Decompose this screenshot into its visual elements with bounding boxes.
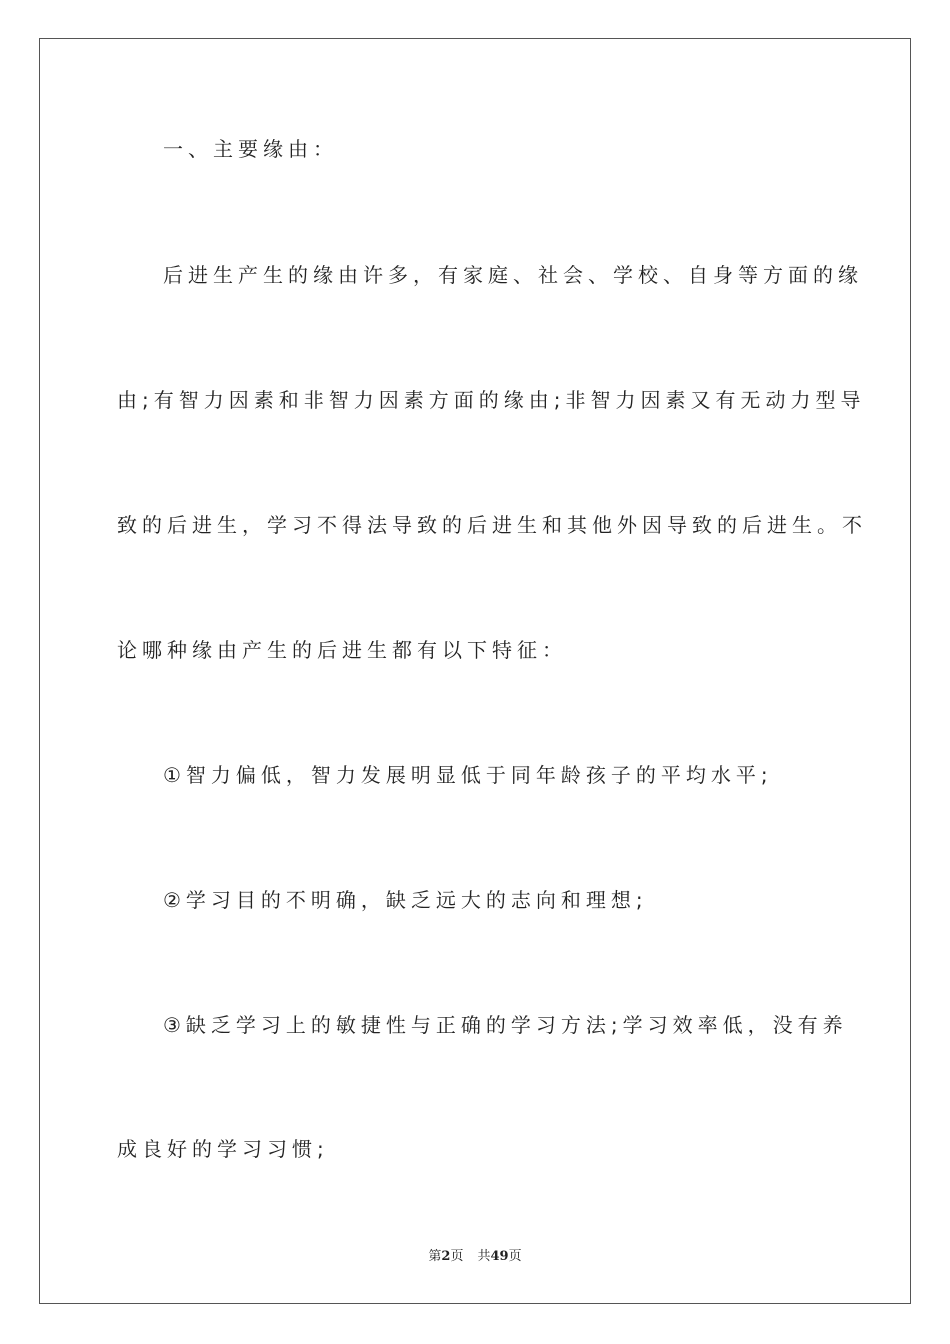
page-number: 2 <box>441 1249 451 1264</box>
list-item: ①智力偏低，智力发展明显低于同年龄孩子的平均水平; <box>163 763 773 787</box>
page-border <box>39 38 911 1304</box>
list-item-continuation: 成良好的学习习惯; <box>117 1137 329 1161</box>
total-prefix: 共 <box>477 1249 491 1264</box>
page-suffix: 页 <box>450 1249 464 1264</box>
paragraph-line: 由;有智力因素和非智力因素方面的缘由;非智力因素又有无动力型导 <box>117 388 866 412</box>
paragraph-line: 致的后进生，学习不得法导致的后进生和其他外因导致的后进生。不 <box>117 513 867 537</box>
paragraph-line: 后进生产生的缘由许多，有家庭、社会、学校、自身等方面的缘 <box>163 263 863 287</box>
total-suffix: 页 <box>508 1249 522 1264</box>
section-heading: 一、主要缘由： <box>163 137 338 161</box>
total-pages: 49 <box>490 1249 509 1264</box>
page-footer <box>0 1249 950 1265</box>
paragraph-line: 论哪种缘由产生的后进生都有以下特征： <box>117 638 567 662</box>
page-prefix: 第 <box>428 1249 442 1264</box>
list-item: ③缺乏学习上的敏捷性与正确的学习方法;学习效率低，没有养 <box>163 1013 848 1037</box>
list-item: ②学习目的不明确，缺乏远大的志向和理想; <box>163 888 648 912</box>
